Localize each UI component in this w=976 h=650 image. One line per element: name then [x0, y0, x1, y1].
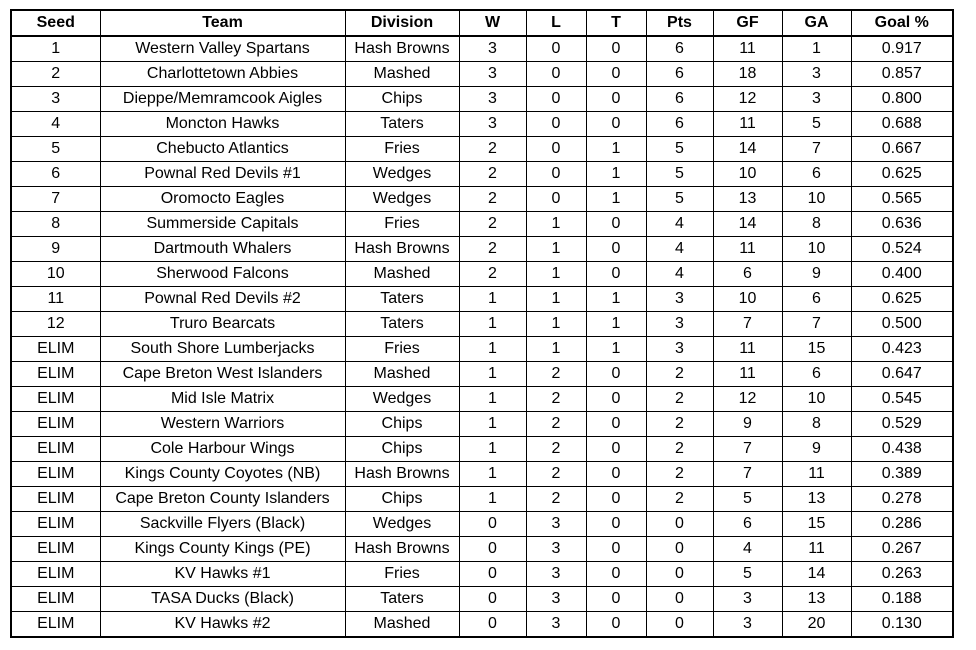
losses-cell: 1: [526, 237, 586, 262]
ties-cell: 1: [586, 187, 646, 212]
team-cell: TASA Ducks (Black): [100, 587, 345, 612]
wins-cell: 1: [459, 312, 526, 337]
seed-cell: ELIM: [11, 512, 100, 537]
table-row: [11, 262, 953, 287]
seed-cell: 9: [11, 237, 100, 262]
standings-table: [10, 9, 954, 638]
goals-against-cell: 10: [782, 387, 851, 412]
points-cell: 6: [646, 36, 713, 62]
goals-against-cell: 6: [782, 162, 851, 187]
ties-cell: 0: [586, 537, 646, 562]
losses-cell: 1: [526, 262, 586, 287]
losses-cell: 0: [526, 87, 586, 112]
goals-against-cell: 7: [782, 312, 851, 337]
division-cell: Chips: [345, 437, 459, 462]
seed-cell: ELIM: [11, 412, 100, 437]
ties-cell: 0: [586, 112, 646, 137]
division-cell: Hash Browns: [345, 462, 459, 487]
goals-for-cell: 5: [713, 562, 782, 587]
seed-cell: ELIM: [11, 537, 100, 562]
goal-pct-cell: 0.625: [851, 162, 953, 187]
goals-for-cell: 14: [713, 212, 782, 237]
header-team: Team: [100, 10, 345, 36]
goal-pct-cell: 0.278: [851, 487, 953, 512]
table-row: [11, 87, 953, 112]
goals-against-cell: 3: [782, 87, 851, 112]
points-cell: 0: [646, 612, 713, 638]
wins-cell: 2: [459, 162, 526, 187]
table-row: [11, 287, 953, 312]
header-goal-pct: Goal %: [851, 10, 953, 36]
goal-pct-cell: 0.188: [851, 587, 953, 612]
seed-cell: 7: [11, 187, 100, 212]
team-cell: Moncton Hawks: [100, 112, 345, 137]
goals-against-cell: 6: [782, 362, 851, 387]
team-cell: Sackville Flyers (Black): [100, 512, 345, 537]
table-row: [11, 62, 953, 87]
goals-for-cell: 18: [713, 62, 782, 87]
team-cell: Summerside Capitals: [100, 212, 345, 237]
seed-cell: ELIM: [11, 337, 100, 362]
team-cell: Sherwood Falcons: [100, 262, 345, 287]
division-cell: Mashed: [345, 612, 459, 638]
seed-cell: ELIM: [11, 462, 100, 487]
points-cell: 0: [646, 587, 713, 612]
losses-cell: 0: [526, 36, 586, 62]
goals-against-cell: 9: [782, 437, 851, 462]
wins-cell: 0: [459, 612, 526, 638]
header-seed: Seed: [11, 10, 100, 36]
table-row: [11, 462, 953, 487]
points-cell: 4: [646, 212, 713, 237]
wins-cell: 2: [459, 237, 526, 262]
wins-cell: 2: [459, 262, 526, 287]
wins-cell: 0: [459, 562, 526, 587]
wins-cell: 2: [459, 137, 526, 162]
table-row: [11, 112, 953, 137]
team-cell: Kings County Coyotes (NB): [100, 462, 345, 487]
wins-cell: 1: [459, 287, 526, 312]
losses-cell: 0: [526, 112, 586, 137]
losses-cell: 0: [526, 187, 586, 212]
table-row: [11, 562, 953, 587]
division-cell: Hash Browns: [345, 36, 459, 62]
goals-for-cell: 11: [713, 237, 782, 262]
goals-for-cell: 12: [713, 87, 782, 112]
division-cell: Wedges: [345, 512, 459, 537]
table-row: [11, 237, 953, 262]
goals-for-cell: 5: [713, 487, 782, 512]
losses-cell: 3: [526, 562, 586, 587]
goals-for-cell: 6: [713, 262, 782, 287]
division-cell: Wedges: [345, 387, 459, 412]
header-row: [11, 10, 953, 36]
points-cell: 5: [646, 162, 713, 187]
points-cell: 6: [646, 112, 713, 137]
table-row: [11, 412, 953, 437]
wins-cell: 2: [459, 187, 526, 212]
team-cell: Cole Harbour Wings: [100, 437, 345, 462]
losses-cell: 2: [526, 362, 586, 387]
losses-cell: 0: [526, 162, 586, 187]
team-cell: Pownal Red Devils #1: [100, 162, 345, 187]
goals-for-cell: 6: [713, 512, 782, 537]
seed-cell: 8: [11, 212, 100, 237]
goals-against-cell: 13: [782, 487, 851, 512]
table-row: [11, 187, 953, 212]
goal-pct-cell: 0.625: [851, 287, 953, 312]
goals-against-cell: 8: [782, 412, 851, 437]
seed-cell: ELIM: [11, 437, 100, 462]
goal-pct-cell: 0.636: [851, 212, 953, 237]
header-losses: L: [526, 10, 586, 36]
table-row: [11, 512, 953, 537]
ties-cell: 1: [586, 137, 646, 162]
goals-for-cell: 14: [713, 137, 782, 162]
goal-pct-cell: 0.917: [851, 36, 953, 62]
losses-cell: 2: [526, 462, 586, 487]
team-cell: Western Valley Spartans: [100, 36, 345, 62]
ties-cell: 1: [586, 287, 646, 312]
ties-cell: 0: [586, 87, 646, 112]
goals-against-cell: 5: [782, 112, 851, 137]
goal-pct-cell: 0.667: [851, 137, 953, 162]
points-cell: 2: [646, 462, 713, 487]
points-cell: 4: [646, 262, 713, 287]
seed-cell: 4: [11, 112, 100, 137]
losses-cell: 3: [526, 512, 586, 537]
goals-for-cell: 3: [713, 587, 782, 612]
points-cell: 0: [646, 512, 713, 537]
seed-cell: ELIM: [11, 562, 100, 587]
points-cell: 6: [646, 87, 713, 112]
team-cell: Dartmouth Whalers: [100, 237, 345, 262]
team-cell: Kings County Kings (PE): [100, 537, 345, 562]
losses-cell: 1: [526, 337, 586, 362]
division-cell: Wedges: [345, 187, 459, 212]
division-cell: Chips: [345, 412, 459, 437]
wins-cell: 1: [459, 487, 526, 512]
table-row: [11, 162, 953, 187]
table-row: [11, 337, 953, 362]
wins-cell: 1: [459, 387, 526, 412]
table-row: [11, 387, 953, 412]
ties-cell: 0: [586, 387, 646, 412]
ties-cell: 0: [586, 512, 646, 537]
losses-cell: 2: [526, 437, 586, 462]
team-cell: Charlottetown Abbies: [100, 62, 345, 87]
wins-cell: 1: [459, 337, 526, 362]
goal-pct-cell: 0.565: [851, 187, 953, 212]
goal-pct-cell: 0.500: [851, 312, 953, 337]
goals-against-cell: 1: [782, 36, 851, 62]
seed-cell: 12: [11, 312, 100, 337]
ties-cell: 1: [586, 162, 646, 187]
table-row: [11, 437, 953, 462]
division-cell: Fries: [345, 562, 459, 587]
division-cell: Chips: [345, 87, 459, 112]
goals-for-cell: 10: [713, 287, 782, 312]
seed-cell: ELIM: [11, 612, 100, 638]
wins-cell: 1: [459, 362, 526, 387]
header-ties: T: [586, 10, 646, 36]
goals-against-cell: 8: [782, 212, 851, 237]
goals-for-cell: 9: [713, 412, 782, 437]
goals-for-cell: 11: [713, 36, 782, 62]
wins-cell: 1: [459, 462, 526, 487]
wins-cell: 0: [459, 587, 526, 612]
ties-cell: 0: [586, 487, 646, 512]
team-cell: Western Warriors: [100, 412, 345, 437]
goals-for-cell: 12: [713, 387, 782, 412]
goal-pct-cell: 0.423: [851, 337, 953, 362]
points-cell: 2: [646, 487, 713, 512]
team-cell: Chebucto Atlantics: [100, 137, 345, 162]
wins-cell: 3: [459, 62, 526, 87]
seed-cell: 10: [11, 262, 100, 287]
losses-cell: 0: [526, 137, 586, 162]
goals-for-cell: 7: [713, 312, 782, 337]
points-cell: 2: [646, 362, 713, 387]
losses-cell: 2: [526, 487, 586, 512]
header-goals-against: GA: [782, 10, 851, 36]
points-cell: 3: [646, 337, 713, 362]
ties-cell: 0: [586, 612, 646, 638]
points-cell: 5: [646, 137, 713, 162]
goal-pct-cell: 0.263: [851, 562, 953, 587]
goals-against-cell: 15: [782, 512, 851, 537]
seed-cell: 3: [11, 87, 100, 112]
team-cell: Cape Breton West Islanders: [100, 362, 345, 387]
wins-cell: 1: [459, 412, 526, 437]
team-cell: Cape Breton County Islanders: [100, 487, 345, 512]
goal-pct-cell: 0.438: [851, 437, 953, 462]
goal-pct-cell: 0.800: [851, 87, 953, 112]
goal-pct-cell: 0.529: [851, 412, 953, 437]
losses-cell: 2: [526, 412, 586, 437]
division-cell: Wedges: [345, 162, 459, 187]
division-cell: Fries: [345, 212, 459, 237]
points-cell: 2: [646, 437, 713, 462]
seed-cell: 11: [11, 287, 100, 312]
losses-cell: 3: [526, 537, 586, 562]
goals-against-cell: 10: [782, 237, 851, 262]
seed-cell: ELIM: [11, 362, 100, 387]
table-row: [11, 587, 953, 612]
table-row: [11, 36, 953, 62]
goals-for-cell: 10: [713, 162, 782, 187]
goals-for-cell: 7: [713, 462, 782, 487]
points-cell: 2: [646, 387, 713, 412]
points-cell: 0: [646, 562, 713, 587]
seed-cell: 6: [11, 162, 100, 187]
goals-against-cell: 9: [782, 262, 851, 287]
points-cell: 5: [646, 187, 713, 212]
team-cell: Dieppe/Memramcook Aigles: [100, 87, 345, 112]
goals-for-cell: 7: [713, 437, 782, 462]
goals-for-cell: 3: [713, 612, 782, 638]
header-points: Pts: [646, 10, 713, 36]
seed-cell: ELIM: [11, 487, 100, 512]
goal-pct-cell: 0.389: [851, 462, 953, 487]
losses-cell: 3: [526, 612, 586, 638]
points-cell: 4: [646, 237, 713, 262]
goals-for-cell: 11: [713, 112, 782, 137]
division-cell: Taters: [345, 312, 459, 337]
division-cell: Mashed: [345, 62, 459, 87]
goals-against-cell: 13: [782, 587, 851, 612]
table-row: [11, 537, 953, 562]
ties-cell: 1: [586, 312, 646, 337]
division-cell: Hash Browns: [345, 537, 459, 562]
losses-cell: 2: [526, 387, 586, 412]
table-header: [11, 10, 953, 36]
ties-cell: 0: [586, 36, 646, 62]
losses-cell: 1: [526, 312, 586, 337]
goals-for-cell: 11: [713, 362, 782, 387]
wins-cell: 2: [459, 212, 526, 237]
wins-cell: 3: [459, 112, 526, 137]
points-cell: 0: [646, 537, 713, 562]
wins-cell: 0: [459, 537, 526, 562]
seed-cell: ELIM: [11, 387, 100, 412]
losses-cell: 3: [526, 587, 586, 612]
table-row: [11, 137, 953, 162]
division-cell: Mashed: [345, 262, 459, 287]
goals-for-cell: 13: [713, 187, 782, 212]
points-cell: 2: [646, 412, 713, 437]
team-cell: Oromocto Eagles: [100, 187, 345, 212]
wins-cell: 0: [459, 512, 526, 537]
goals-against-cell: 3: [782, 62, 851, 87]
ties-cell: 1: [586, 337, 646, 362]
division-cell: Fries: [345, 337, 459, 362]
division-cell: Taters: [345, 112, 459, 137]
table-body: [11, 36, 953, 637]
goals-for-cell: 4: [713, 537, 782, 562]
ties-cell: 0: [586, 362, 646, 387]
division-cell: Taters: [345, 287, 459, 312]
table-row: [11, 362, 953, 387]
losses-cell: 0: [526, 62, 586, 87]
seed-cell: ELIM: [11, 587, 100, 612]
points-cell: 6: [646, 62, 713, 87]
goals-against-cell: 14: [782, 562, 851, 587]
wins-cell: 1: [459, 437, 526, 462]
goal-pct-cell: 0.400: [851, 262, 953, 287]
table-row: [11, 312, 953, 337]
header-division: Division: [345, 10, 459, 36]
header-goals-for: GF: [713, 10, 782, 36]
losses-cell: 1: [526, 212, 586, 237]
team-cell: Mid Isle Matrix: [100, 387, 345, 412]
ties-cell: 0: [586, 62, 646, 87]
goals-for-cell: 11: [713, 337, 782, 362]
goal-pct-cell: 0.267: [851, 537, 953, 562]
division-cell: Fries: [345, 137, 459, 162]
division-cell: Chips: [345, 487, 459, 512]
goal-pct-cell: 0.545: [851, 387, 953, 412]
losses-cell: 1: [526, 287, 586, 312]
ties-cell: 0: [586, 437, 646, 462]
goals-against-cell: 20: [782, 612, 851, 638]
header-wins: W: [459, 10, 526, 36]
table-row: [11, 487, 953, 512]
points-cell: 3: [646, 312, 713, 337]
wins-cell: 3: [459, 87, 526, 112]
goals-against-cell: 15: [782, 337, 851, 362]
ties-cell: 0: [586, 562, 646, 587]
wins-cell: 3: [459, 36, 526, 62]
ties-cell: 0: [586, 212, 646, 237]
team-cell: KV Hawks #1: [100, 562, 345, 587]
team-cell: Pownal Red Devils #2: [100, 287, 345, 312]
goals-against-cell: 11: [782, 462, 851, 487]
goals-against-cell: 10: [782, 187, 851, 212]
goals-against-cell: 6: [782, 287, 851, 312]
seed-cell: 2: [11, 62, 100, 87]
goal-pct-cell: 0.130: [851, 612, 953, 638]
team-cell: KV Hawks #2: [100, 612, 345, 638]
goal-pct-cell: 0.524: [851, 237, 953, 262]
team-cell: South Shore Lumberjacks: [100, 337, 345, 362]
seed-cell: 1: [11, 36, 100, 62]
ties-cell: 0: [586, 237, 646, 262]
table-row: [11, 212, 953, 237]
division-cell: Taters: [345, 587, 459, 612]
goal-pct-cell: 0.647: [851, 362, 953, 387]
goal-pct-cell: 0.688: [851, 112, 953, 137]
ties-cell: 0: [586, 262, 646, 287]
ties-cell: 0: [586, 412, 646, 437]
seed-cell: 5: [11, 137, 100, 162]
goal-pct-cell: 0.857: [851, 62, 953, 87]
goal-pct-cell: 0.286: [851, 512, 953, 537]
ties-cell: 0: [586, 587, 646, 612]
division-cell: Mashed: [345, 362, 459, 387]
goals-against-cell: 11: [782, 537, 851, 562]
team-cell: Truro Bearcats: [100, 312, 345, 337]
goals-against-cell: 7: [782, 137, 851, 162]
ties-cell: 0: [586, 462, 646, 487]
table-row: [11, 612, 953, 638]
points-cell: 3: [646, 287, 713, 312]
division-cell: Hash Browns: [345, 237, 459, 262]
